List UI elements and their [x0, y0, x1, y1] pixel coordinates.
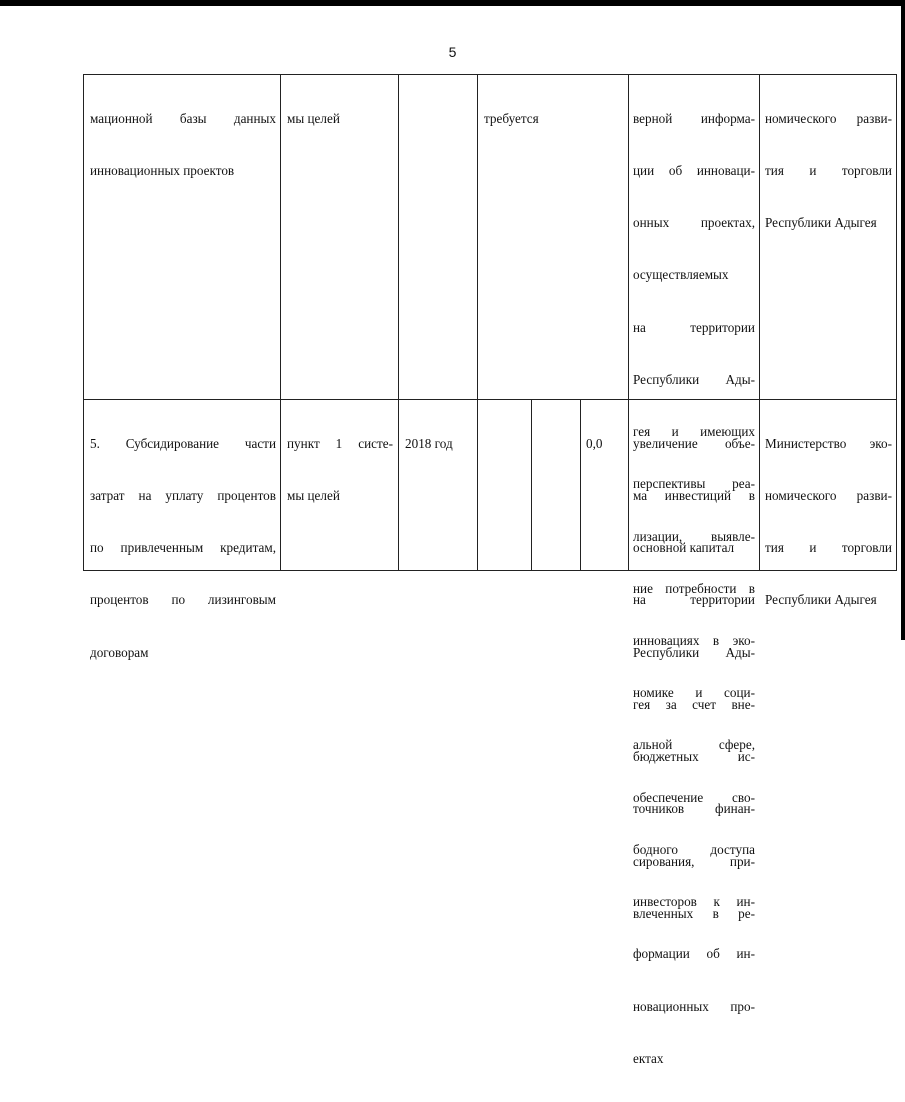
cell-funding-note — [484, 75, 624, 162]
cell-line: Республики Ады- — [633, 371, 755, 387]
cell-line: бюджетных ис- — [633, 749, 755, 765]
cell-line: Республики Адыгея — [765, 592, 877, 608]
cell-program-name — [90, 75, 276, 214]
cell-line: Министерство эко- — [765, 435, 892, 451]
cell-line: на территории — [633, 592, 755, 608]
cell-line: ма инвестиций в — [633, 488, 755, 504]
cell-line: Республики Адыгея — [765, 215, 877, 231]
cell-program-name — [90, 400, 276, 696]
cell-line: альной сфере, — [633, 737, 755, 753]
cell-funding-value — [586, 400, 624, 487]
table-divider — [477, 74, 478, 571]
cell-line: инновационных проектов — [90, 163, 235, 179]
cell-line: 2018 год — [405, 435, 453, 451]
cell-deadline — [405, 400, 473, 487]
cell-line: лизации, выявле- — [633, 528, 755, 544]
cell-line: номике и соци- — [633, 685, 755, 701]
cell-line: процентов по лизинговым — [90, 592, 276, 608]
cell-line: инвесторов к ин- — [633, 894, 755, 910]
cell-line: мы целей — [287, 110, 340, 126]
cell-system-goal — [287, 400, 393, 539]
cell-line: новационных про- — [633, 998, 755, 1014]
cell-line: 5. Субсидирование части — [90, 435, 276, 451]
scan-border-right — [901, 0, 905, 640]
cell-executor — [765, 400, 892, 644]
cell-line: номического разви- — [765, 488, 892, 504]
cell-line: верной информа- — [633, 110, 755, 126]
cell-line: тия и торговли — [765, 163, 892, 179]
cell-line: бодного доступа — [633, 841, 755, 857]
cell-line: мационной базы данных — [90, 110, 276, 126]
table-divider — [580, 399, 581, 571]
cell-line: сирования, при- — [633, 853, 755, 869]
cell-line: перспективы реа- — [633, 476, 755, 492]
cell-line: увеличение объе- — [633, 435, 755, 451]
table-divider — [398, 74, 399, 571]
cell-line: гея за счет вне- — [633, 696, 755, 712]
cell-executor — [765, 75, 892, 266]
cell-system-goal — [287, 75, 393, 162]
cell-line: влеченных в ре- — [633, 905, 755, 921]
cell-line: точников финан- — [633, 801, 755, 817]
table-divider — [628, 74, 629, 571]
cell-line: обеспечение сво- — [633, 789, 755, 805]
cell-line: мы целей — [287, 488, 340, 504]
table-border-right — [896, 74, 897, 571]
table-border-left — [83, 74, 84, 571]
cell-line: тия и торговли — [765, 540, 892, 556]
cell-line: осуществляемых — [633, 267, 729, 283]
cell-line: инновациях в эко- — [633, 633, 755, 648]
cell-line: ектах — [633, 1050, 664, 1066]
cell-line: договорам — [90, 644, 149, 660]
cell-line: по привлеченным кредитам, — [90, 540, 276, 556]
cell-line: требуется — [484, 110, 539, 126]
page-number: 5 — [448, 44, 457, 60]
cell-line: ние потребности в — [633, 580, 755, 596]
cell-line: номического разви- — [765, 110, 892, 126]
cell-expected-result — [633, 400, 755, 957]
table-divider — [280, 74, 281, 571]
cell-line: затрат на уплату процентов — [90, 488, 276, 504]
cell-line: онных проектах, — [633, 215, 755, 231]
cell-line: гея и имеющих — [633, 424, 755, 440]
cell-line: основной капитал — [633, 540, 735, 556]
scan-border-top — [0, 0, 905, 6]
cell-line: пункт 1 систе- — [287, 435, 393, 451]
cell-line: Республики Ады- — [633, 644, 755, 660]
table-divider — [759, 74, 760, 571]
table-divider — [531, 399, 532, 571]
cell-line: на территории — [633, 319, 755, 335]
cell-line: формации об ин- — [633, 946, 755, 962]
cell-line: 0,0 — [586, 435, 603, 451]
cell-line: ции об инноваци- — [633, 163, 755, 179]
